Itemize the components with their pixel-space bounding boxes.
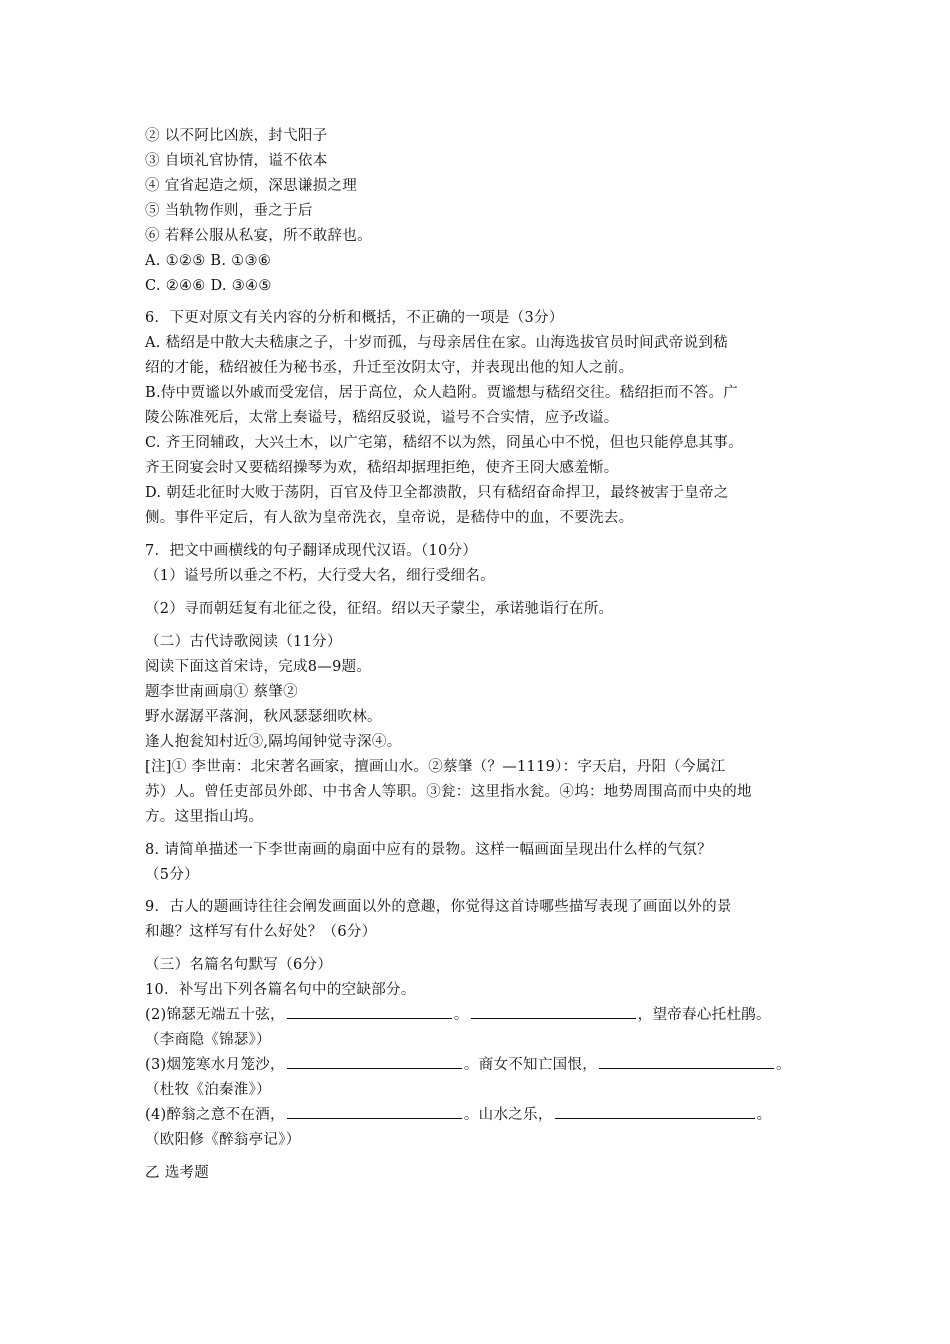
fill-item-3-part-c: 。 <box>776 1057 791 1073</box>
fill-item-4-part-c: 。 <box>756 1107 772 1123</box>
section-3-title: （三）名篇名句默写（6分） <box>145 957 333 973</box>
answer-blank[interactable] <box>287 1105 462 1119</box>
option-line: ⑤ 当轨物作则，垂之于后 <box>145 203 313 219</box>
fill-item-4-source: （欧阳修《醉翁亭记》） <box>145 1132 301 1148</box>
fill-item-2-part-a: (2)锦瑟无端五十弦， <box>145 1007 285 1023</box>
choice-line: C. ②④⑥ D. ③④⑤ <box>145 278 272 294</box>
question-8-points: （5分） <box>145 867 199 883</box>
question-9-stem: 9．古人的题画诗往往会阐发画面以外的意趣，你觉得这首诗哪些描写表现了画面以外的景 <box>145 899 732 915</box>
poem-note: 方。这里指山坞。 <box>145 809 264 825</box>
poem-section-title: （二）古代诗歌阅读（11分） <box>145 634 342 650</box>
q6-option-b-cont: 陵公陈准死后，太常上奏谥号，嵇绍反驳说，谥号不合实情，应予改谥。 <box>145 410 619 426</box>
poem-line: 野水潺潺平落涧，秋风瑟瑟细吹林。 <box>145 709 382 725</box>
q6-option-d-cont: 侧。事件平定后，有人欲为皇帝洗衣，皇帝说，是嵇侍中的血，不要洗去。 <box>145 510 634 526</box>
answer-blank[interactable] <box>471 1005 636 1019</box>
question-8-stem: 8. 请简单描述一下李世南画的扇面中应有的景物。这样一幅画面呈现出什么样的气氛？ <box>145 842 712 858</box>
option-line: ② 以不阿比凶族，封弋阳子 <box>145 128 328 144</box>
q6-option-a-cont: 绍的才能，嵇绍被任为秘书丞，升迁至汝阴太守，并表现出他的知人之前。 <box>145 360 634 376</box>
fill-item-3-part-a: (3)烟笼寒水月笼沙， <box>145 1057 285 1073</box>
answer-blank[interactable] <box>599 1055 774 1069</box>
option-line: ③ 自顷礼官协情，谥不依本 <box>145 153 328 169</box>
fill-item-4 <box>145 1105 771 1125</box>
fill-item-4-part-b: 。山水之乐， <box>463 1107 553 1123</box>
elective-section-title: 乙 选考题 <box>145 1165 210 1181</box>
q7-sentence-1: （1）谥号所以垂之不朽，大行受大名，细行受细名。 <box>145 568 495 584</box>
q6-option-c-cont: 齐王冏宴会时又要嵇绍操琴为欢，嵇绍却据理拒绝，使齐王冏大感羞惭。 <box>145 460 619 476</box>
question-6-stem: 6．下更对原文有关内容的分析和概括，不正确的一项是（3分） <box>145 310 564 326</box>
fill-item-3 <box>145 1055 791 1075</box>
q6-option-b: B.侍中贾谧以外戚而受宠信，居于高位，众人趋附。贾谧想与嵇绍交往。嵇绍拒而不答。广 <box>145 385 739 401</box>
fill-item-4-part-a: (4)醉翁之意不在酒， <box>145 1107 285 1123</box>
answer-blank[interactable] <box>287 1055 462 1069</box>
poem-note: 苏）人。曾任吏部员外郎、中书舍人等职。③瓮：这里指水瓮。④坞：地势周围高而中央的地 <box>145 784 752 800</box>
option-line: ⑥ 若释公服从私宴，所不敢辞也。 <box>145 228 372 244</box>
question-10-stem: 10．补写出下列各篇名句中的空缺部分。 <box>145 982 416 998</box>
answer-blank[interactable] <box>555 1105 755 1119</box>
fill-item-2-part-b: 。 <box>453 1007 469 1023</box>
fill-item-2-source: （李商隐《锦瑟》） <box>145 1032 271 1048</box>
fill-item-3-source: （杜牧《泊秦淮》） <box>145 1082 271 1098</box>
q7-sentence-2: （2）寻而朝廷复有北征之役，征绍。绍以天子蒙尘，承诺驰诣行在所。 <box>145 601 614 617</box>
poem-line: 逢人抱瓮知村近③,隔坞闻钟觉寺深④。 <box>145 734 402 750</box>
poem-title: 题李世南画扇① 蔡肇② <box>145 684 298 700</box>
answer-blank[interactable] <box>287 1005 452 1019</box>
question-9-stem-cont: 和趣？这样写有什么好处？（6分） <box>145 924 377 940</box>
choice-line: A. ①②⑤ B. ①③⑥ <box>145 253 272 269</box>
poem-note: [注]① 李世南：北宋著名画家，擅画山水。②蔡肇（？—1119）：字天启，丹阳（今属江 <box>145 759 726 775</box>
q6-option-d: D. 朝廷北征时大败于荡阴，百官及侍卫全都溃散，只有嵇绍奋命捍卫，最终被害于皇帝之 <box>145 485 729 501</box>
fill-item-2 <box>145 1005 771 1025</box>
q6-option-c: C. 齐王冏辅政，大兴土木，以广宅第，嵇绍不以为然，冏虽心中不悦，但也只能停息其事。 <box>145 435 743 451</box>
poem-intro: 阅读下面这首宋诗，完成8—9题。 <box>145 659 372 675</box>
fill-item-2-part-c: ，望帝春心托杜鹃。 <box>637 1007 771 1023</box>
question-7-stem: 7．把文中画横线的句子翻译成现代汉语。（10分） <box>145 543 478 559</box>
option-line: ④ 宜省起造之烦，深思谦损之理 <box>145 178 358 194</box>
fill-item-3-part-b: 。商女不知亡国恨， <box>463 1057 598 1073</box>
q6-option-a: A. 嵇绍是中散大夫嵇康之子，十岁而孤，与母亲居住在家。山海选拔官员时间武帝说到嵇 <box>145 335 728 351</box>
